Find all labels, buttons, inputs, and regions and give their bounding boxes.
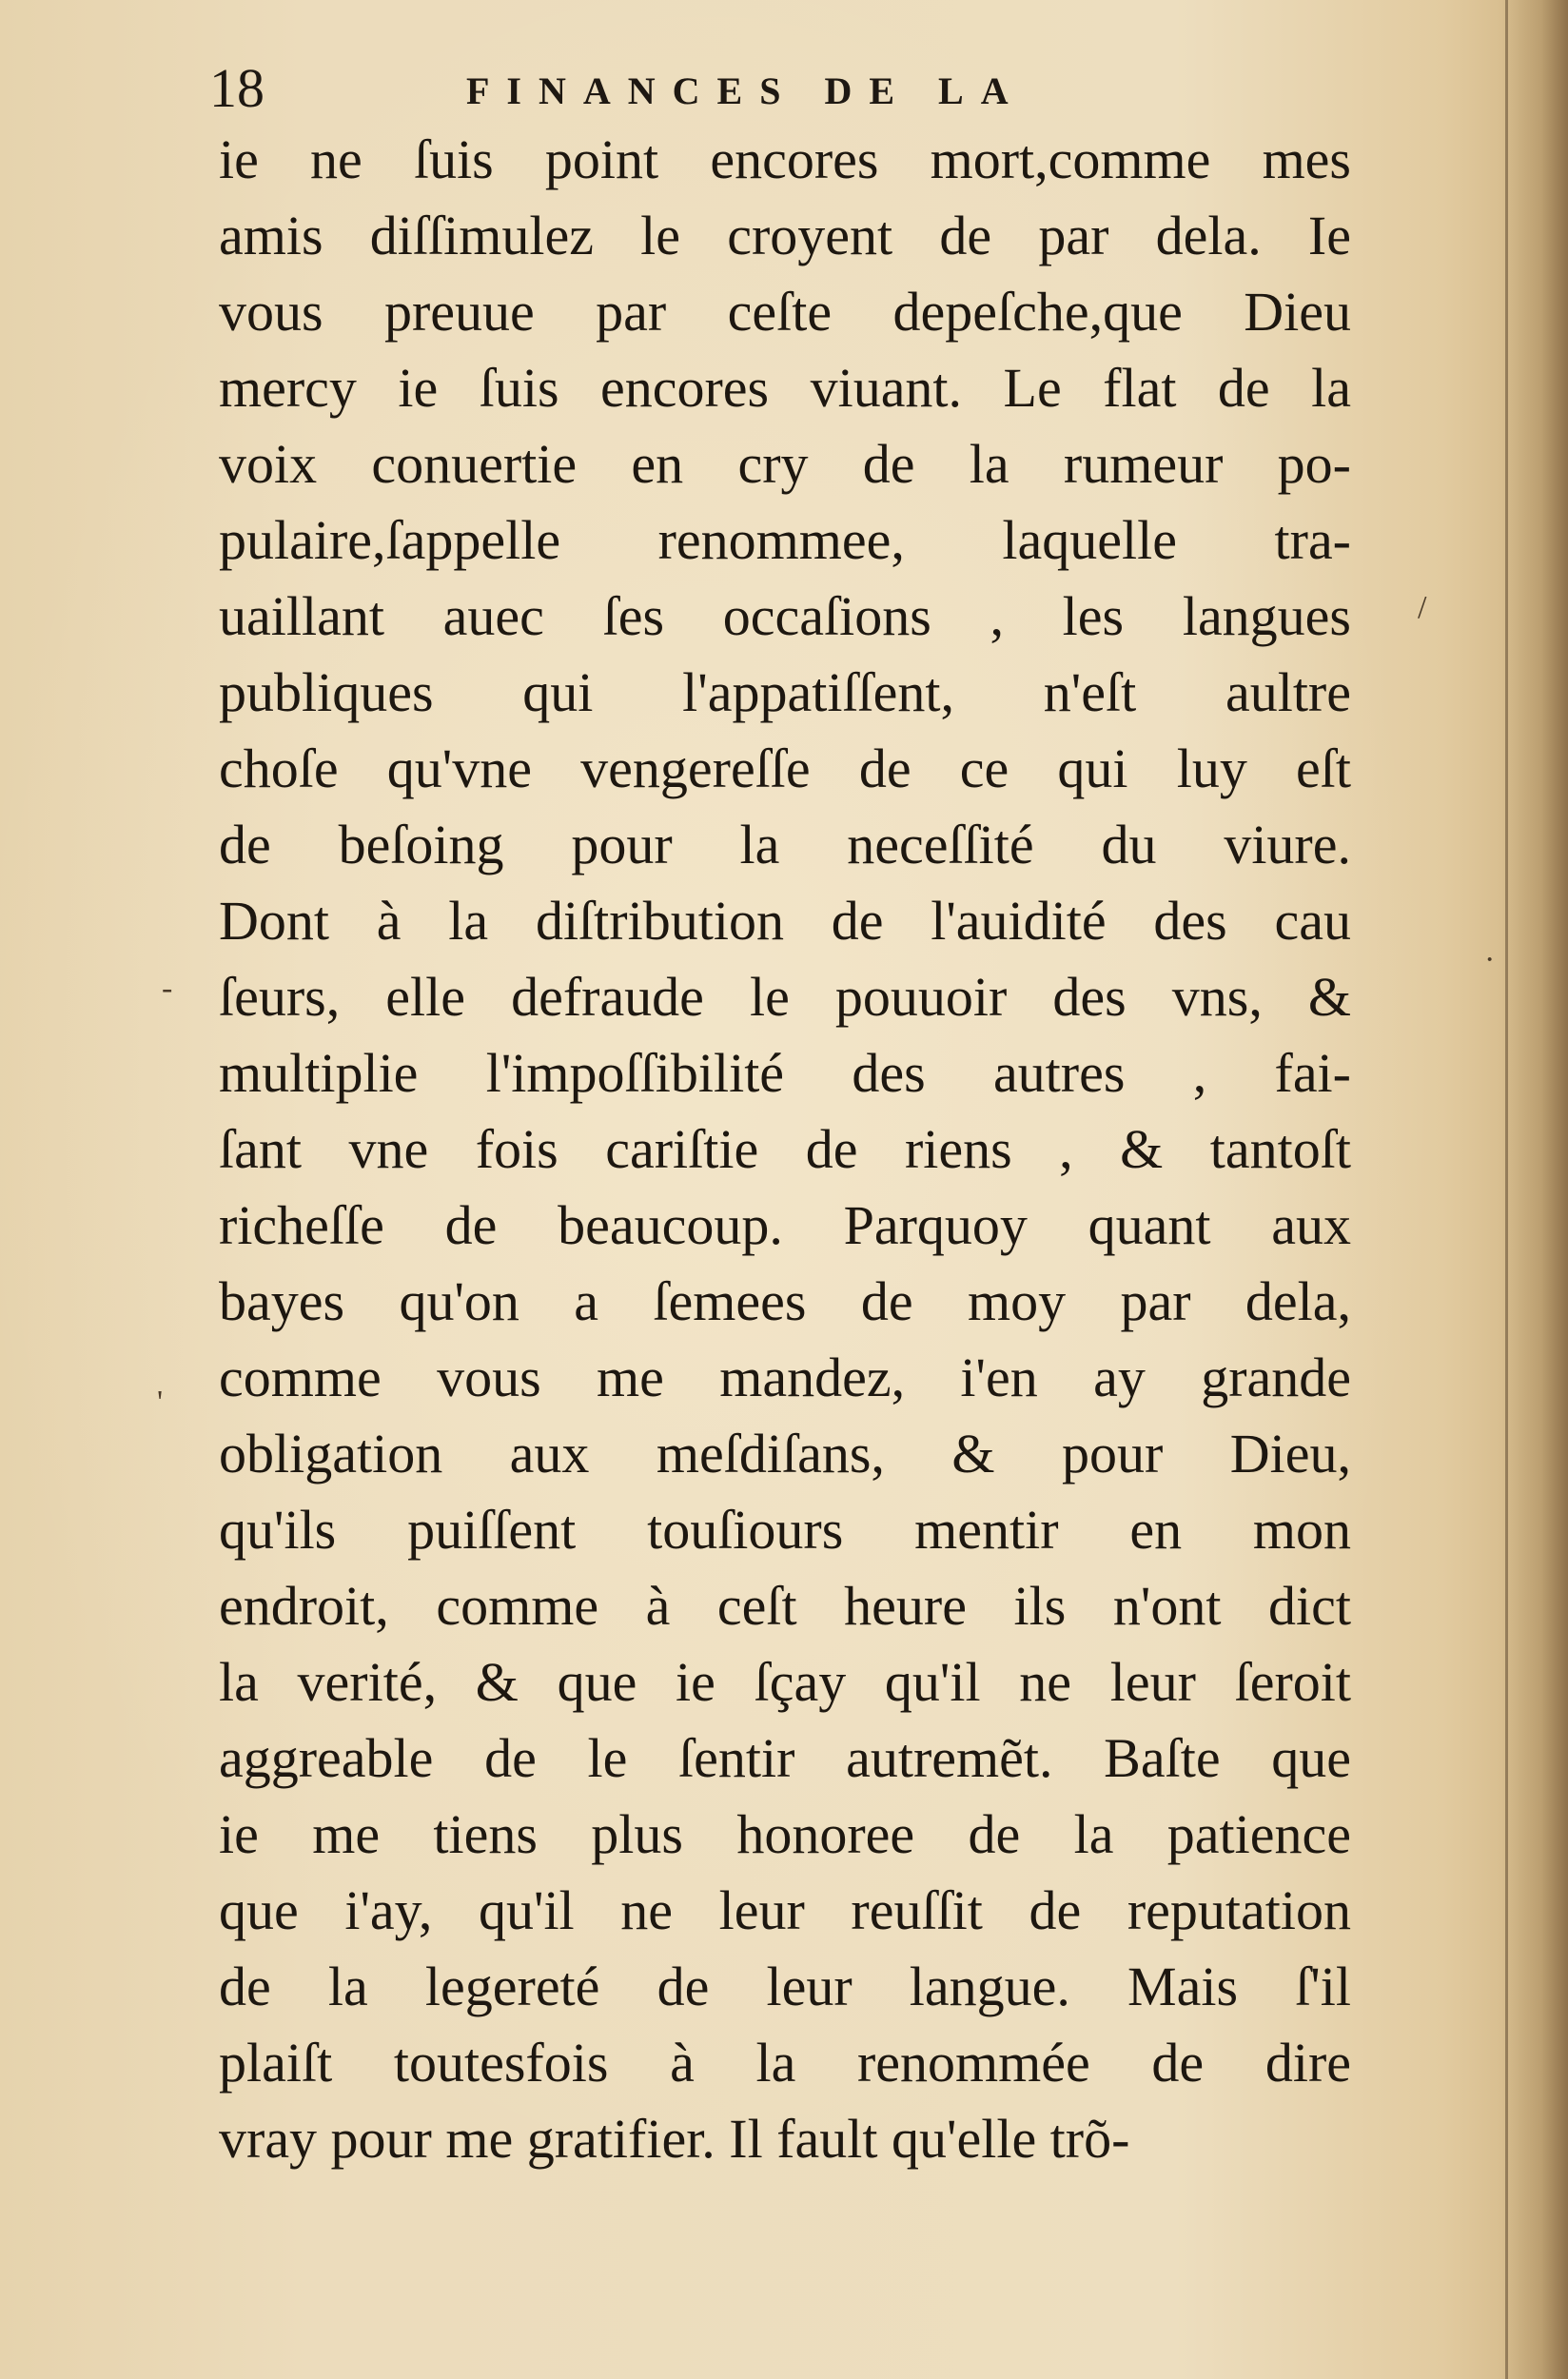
- text-line: plaiſt toutesfois à la renommée de dire: [219, 2032, 1351, 2094]
- margin-mark: /: [1418, 590, 1427, 625]
- margin-mark: ·: [1484, 942, 1496, 977]
- page-number: 18: [209, 57, 265, 119]
- text-line: ſeurs, elle defraude le pouuoir des vns, &: [219, 966, 1351, 1028]
- text-line: amis diſſimulez le croyent de par dela. Ie: [219, 205, 1351, 266]
- text-line: ie me tiens plus honoree de la patience: [219, 1803, 1351, 1865]
- text-line: multiplie l'impoſſibilité des autres , fai-: [219, 1042, 1351, 1104]
- body-text: [219, 122, 1351, 2177]
- text-line: la verité, & que ie ſçay qu'il ne leur ſeroit: [219, 1651, 1351, 1713]
- text-line: endroit, comme à ceſt heure ils n'ont dict: [219, 1575, 1351, 1637]
- text-line: obligation aux meſdiſans, & pour Dieu,: [219, 1423, 1351, 1484]
- running-head: [209, 55, 1351, 122]
- page-edge: [1505, 0, 1508, 2379]
- text-line: uaillant auec ſes occaſions , les langues: [219, 585, 1351, 647]
- text-line: de beſoing pour la neceſſité du viure.: [219, 814, 1351, 875]
- text-line: pulaire,ſappelle renommee, laquelle tra-: [219, 509, 1351, 571]
- text-line: richeſſe de beaucoup. Parquoy quant aux: [219, 1194, 1351, 1256]
- text-line: voix conuertie en cry de la rumeur po-: [219, 433, 1351, 495]
- binding-shadow: [1501, 0, 1568, 2379]
- text-line: ſant vne fois cariſtie de riens , & tantoſt: [219, 1118, 1351, 1180]
- text-line: mercy ie ſuis encores viuant. Le flat de la: [219, 357, 1351, 419]
- text-line: Dont à la diſtribution de l'auidité des cau: [219, 890, 1351, 952]
- text-line: vous preuue par ceſte depeſche,que Dieu: [219, 281, 1351, 343]
- text-line: comme vous me mandez, i'en ay grande: [219, 1347, 1351, 1408]
- running-title: FINANCES DE LA: [466, 69, 1026, 112]
- text-line: bayes qu'on a ſemees de moy par dela,: [219, 1270, 1351, 1332]
- text-line: publiques qui l'appatiſſent, n'eſt aultre: [219, 661, 1351, 723]
- text-line: qu'ils puiſſent touſiours mentir en mon: [219, 1499, 1351, 1561]
- margin-mark: ': [157, 1385, 164, 1420]
- text-line: de la legereté de leur langue. Mais ſ'il: [219, 1956, 1351, 2017]
- text-line: vray pour me gratifier. Il fault qu'elle trõ-: [219, 2108, 1130, 2170]
- text-line: ie ne ſuis point encores mort,comme mes: [219, 128, 1351, 190]
- text-line: choſe qu'vne vengereſſe de ce qui luy eſt: [219, 737, 1351, 799]
- margin-mark: -: [162, 971, 173, 1006]
- text-line: que i'ay, qu'il ne leur reuſſit de reputation: [219, 1879, 1351, 1941]
- text-line: aggreable de le ſentir autremẽt. Baſte que: [219, 1727, 1351, 1789]
